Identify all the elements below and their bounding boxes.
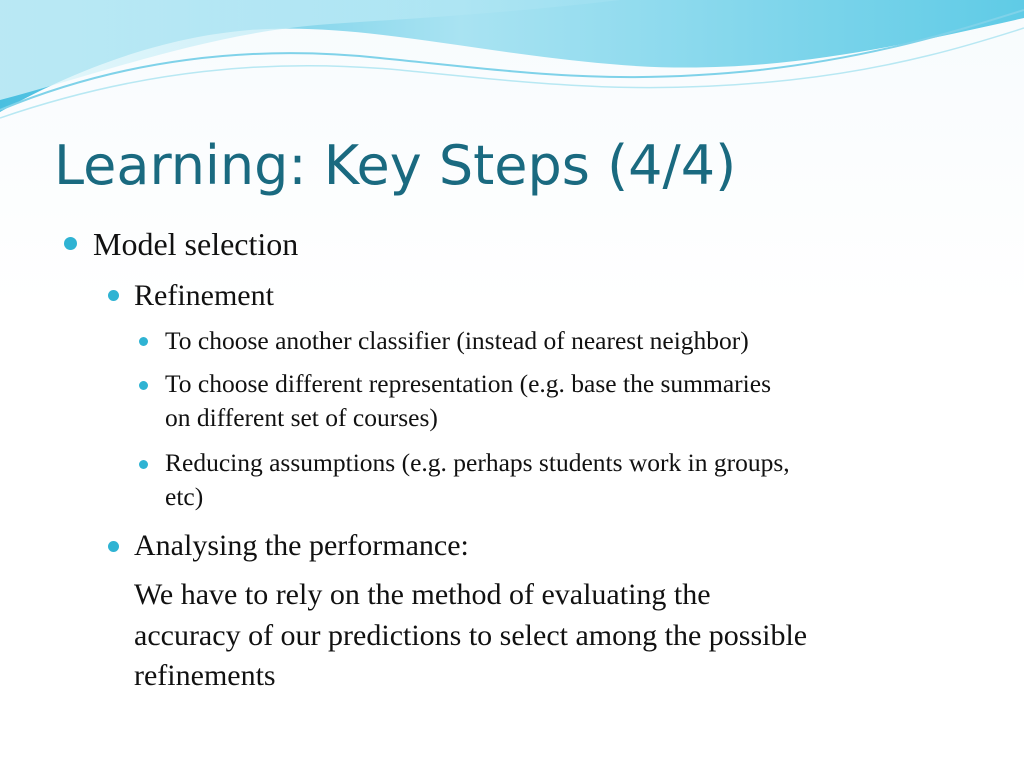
bullet-level-3-icon (139, 460, 148, 469)
analysis-line-2: accuracy of our predictions to select among the possible (134, 618, 808, 652)
analysis-line-3: refinements (134, 659, 276, 692)
refinement-item-1: To choose another classifier (instead of nearest neighbor) (165, 326, 749, 355)
bullet-level-1-icon (64, 237, 77, 250)
bullet-level-2-icon (108, 541, 119, 552)
refinement-item-3: Reducing assumptions (e.g. perhaps students work in groups, (165, 448, 790, 477)
bullet-level-3-icon (139, 337, 148, 346)
analysis-paragraph (134, 575, 984, 697)
bullet-level-2-icon (108, 290, 119, 301)
refinement-item-3-continued: etc) (165, 482, 204, 511)
analysis-line-1: We have to rely on the method of evaluating the (134, 578, 711, 611)
refinement-item-2-continued: on different set of courses) (165, 403, 438, 432)
bullet-analysing-performance: Analysing the performance: (134, 529, 469, 562)
slide-title: Learning: Key Steps (4/4) (54, 134, 737, 197)
bullet-level-3-icon (139, 381, 148, 390)
bullet-refinement: Refinement (134, 279, 274, 312)
refinement-item-2: To choose different representation (e.g. base the summaries (165, 369, 771, 398)
bullet-model-selection: Model selection (93, 226, 299, 262)
